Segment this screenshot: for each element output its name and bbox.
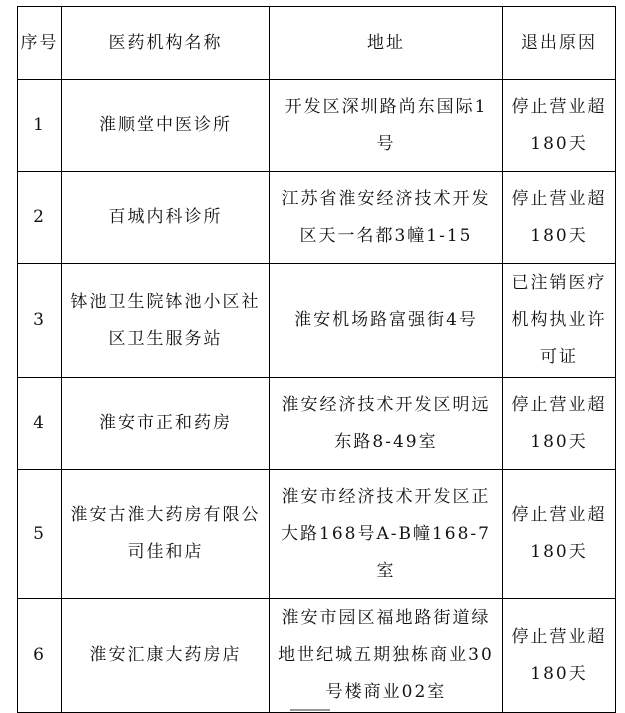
row-name: 淮安市正和药房 xyxy=(62,378,270,470)
row-no: 6 xyxy=(18,599,62,713)
row-reason: 停止营业超180天 xyxy=(503,378,616,470)
row-no: 5 xyxy=(18,470,62,599)
row-address: 淮安机场路富强街4号 xyxy=(270,264,503,378)
table-row xyxy=(18,264,616,378)
row-reason: 停止营业超180天 xyxy=(503,80,616,172)
row-address: 淮安市园区福地路街道绿地世纪城五期独栋商业30号楼商业02室 xyxy=(270,599,503,713)
header-address: 地址 xyxy=(270,7,503,80)
row-address: 江苏省淮安经济技术开发区天一名都3幢1-15 xyxy=(270,172,503,264)
header-reason: 退出原因 xyxy=(503,7,616,80)
row-reason: 停止营业超180天 xyxy=(503,599,616,713)
row-reason: 停止营业超180天 xyxy=(503,470,616,599)
header-name: 医药机构名称 xyxy=(62,7,270,80)
row-name: 淮顺堂中医诊所 xyxy=(62,80,270,172)
row-address: 开发区深圳路尚东国际1号 xyxy=(270,80,503,172)
table-row xyxy=(18,470,616,599)
row-name: 百城内科诊所 xyxy=(62,172,270,264)
table-header-row xyxy=(18,7,616,80)
header-no: 序号 xyxy=(18,7,62,80)
row-name: 钵池卫生院钵池小区社区卫生服务站 xyxy=(62,264,270,378)
row-address: 淮安经济技术开发区明远东路8-49室 xyxy=(270,378,503,470)
table-row xyxy=(18,599,616,713)
table-row xyxy=(18,80,616,172)
table-row xyxy=(18,378,616,470)
row-name: 淮安汇康大药房店 xyxy=(62,599,270,713)
institution-exit-table xyxy=(17,6,616,713)
table-row xyxy=(18,172,616,264)
row-no: 3 xyxy=(18,264,62,378)
row-name: 淮安古淮大药房有限公司佳和店 xyxy=(62,470,270,599)
row-no: 1 xyxy=(18,80,62,172)
row-address: 淮安市经济技术开发区正大路168号A-B幢168-7室 xyxy=(270,470,503,599)
row-no: 4 xyxy=(18,378,62,470)
row-reason: 已注销医疗机构执业许可证 xyxy=(503,264,616,378)
row-no: 2 xyxy=(18,172,62,264)
row-reason: 停止营业超180天 xyxy=(503,172,616,264)
